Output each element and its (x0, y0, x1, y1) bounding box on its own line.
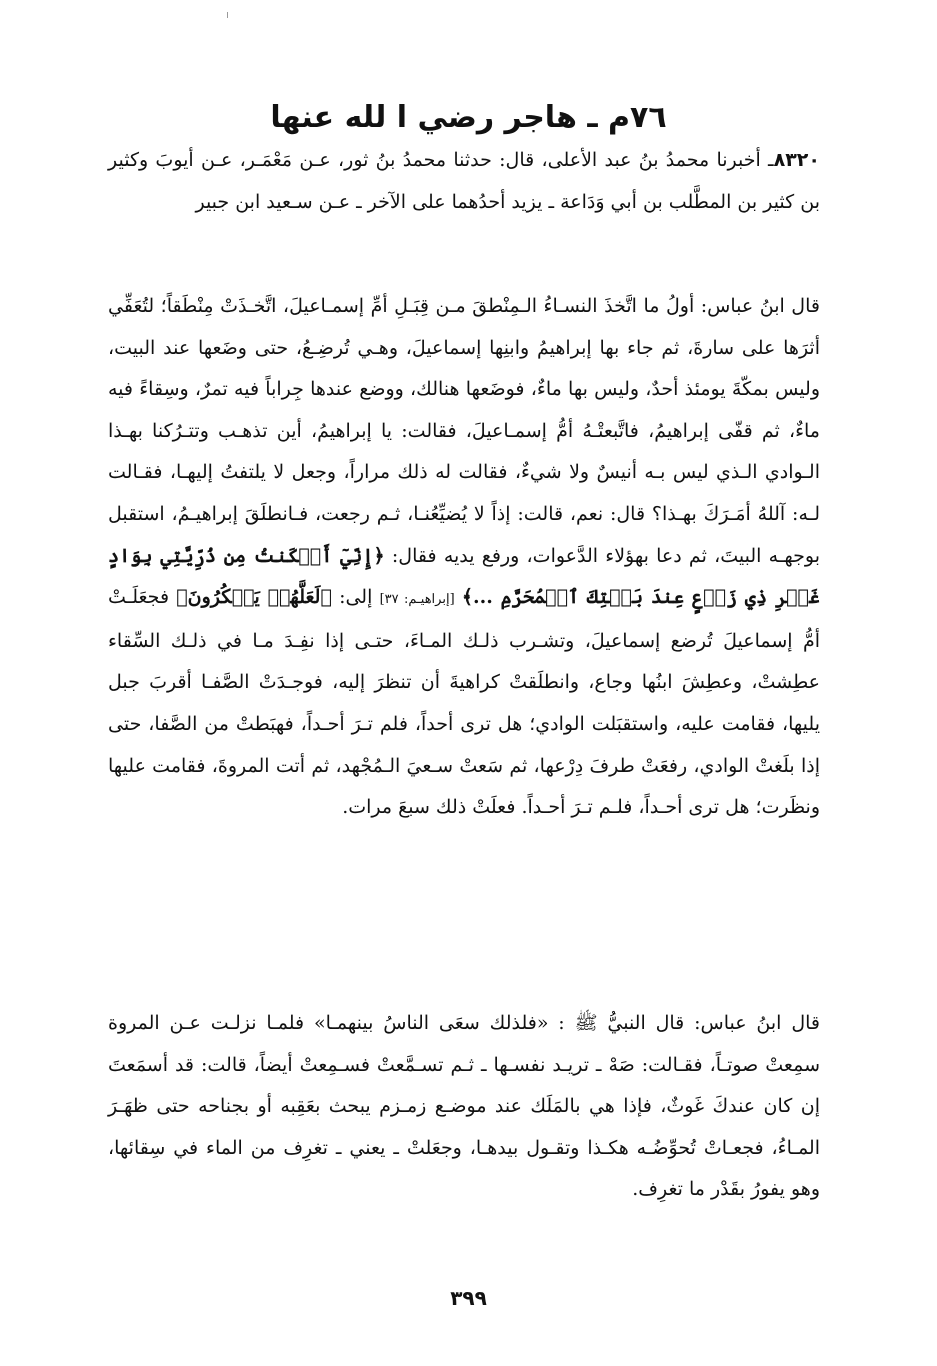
matn-text-part1: قال ابنُ عباس: أولُ ما اتَّخذَ النسـاءُ الـمِنْطقَ مـن قِبَـلِ أمِّ إسمـاعيلَ، اتَّخـذَتْ مِنْطَقاً؛ لتُعَفِّي أثرَها على سارةَ، ثم جاء بها إبراهيمُ وابنِها إسماعيلَ، وهـي تُرضِـعُ، حتى وضَعها عند البيت، وليس بمكّةَ يومئذ أحدٌ، وليس بها ماءٌ، فوضَعها هنالك، ووضع عندها جِراباً فيه تمرٌ، وسِقاءً فيه ماءٌ، ثم قفّى إبراهيمُ، فاتَّبعتْـهُ أمُّ إسمـاعيلَ، فقالت: يا إبراهيمُ، أين تذهـب وتتـرُكنا بهـذا الـوادي الـذي ليس بـه أنيسٌ ولا شيءٌ، فقالت له ذلك مراراً، وجعل لا يلتفتُ إليهـا، فقـالت لـه: آللهُ أمَـرَكَ بهـذا؟ قال: نعم، قالت: إذاً لا يُضيِّعُنـا، ثـم رجعت، فـانطلَقَ إبراهيـمُ، استقبل بوجهـه البيتَ، ثم دعا بهؤلاء الدَّعوات، ورفع يديه فقال: (108, 295, 820, 567)
quran-verse-2: ﴿لَعَلَّهُمۡ يَشۡكُرُونَ﴾ (176, 586, 332, 609)
top-margin-mark (227, 12, 228, 18)
hadith-isnad-paragraph (108, 140, 820, 223)
hadith-matn-paragraph-2 (108, 1003, 820, 1211)
hadith-matn-paragraph-1 (108, 286, 820, 829)
to-word: إلى: (339, 586, 373, 609)
hadith-isnad: ـ أخبرنا محمدُ بنُ عبد الأعلى، قال: حدثنا محمدُ بنُ ثور، عـن مَعْمَـر، عـن أيوبَ وكثير بن كثير بن المطَّلب بن أبي وَدَاعة ـ يزيد أحدُهما على الآخر ـ عـن سـعيد ابن جبير (108, 149, 820, 213)
quran-verse-1: ﴿إِنِّيٓ أَسۡكَنتُ مِن ذُرِّيَّتِي بِوَادٍ غَيۡرِ ذِي زَرۡعٍ عِندَ بَيۡتِكَ ٱلۡمُحَرَّمِ ...﴾ (108, 544, 821, 609)
matn-text-part3: قال ابنُ عباس: قال النبيُّ ﷺ : «فلذلك سعَى الناسُ بينهمـا» فلمـا نزلـت عـن المروة سمِعتْ صوتـاً، فقـالت: صَهْ ـ تريـد نفسـها ـ ثـم تسـمَّعتْ فسـمِعتْ أيضاً، قالت: قد أسمَعتَ إن كان عندكَ غَوثٌ، فإذا هي بالمَلَك عند موضـع زمـزم يبحث بعَقِبه أو بجناحه حتى ظهَـرَ المـاءُ، فجعـاتْ تُحوِّضُـه هكـذا وتقـول بيدهـا، وجعَلتْ ـ يعني ـ تغرِف من الماء في سِقائها، وهو يفورُ بقَدْر ما تغرِف. (108, 1012, 820, 1201)
quran-citation: [إبراهيـم: ٣٧] (379, 592, 455, 608)
page-number: ٣٩٩ (450, 1286, 487, 1310)
chapter-title: ٧٦م ـ هاجر رضي ا لله عنها (270, 100, 667, 136)
hadith-number: ٨٣٢٠ (773, 149, 820, 171)
matn-text-part2: فجعَلَـتْ أمُّ إسماعيلَ تُرضع إسماعيلَ، وتشـرب ذلـك المـاءَ، حتـى إذا نفِـدَ مـا في ذلـك السِّقاء عطِشتْ، وعطِشَ ابنُها وجاع، وانطلَقتْ كراهيةَ أن تنظرَ إليه، فوجـدَتْ الصَّفـا أقربَ جبل يليها، فقامت عليه، واستقبَلت الوادي؛ هل ترى أحداً، فلم تـرَ أحـداً، فهبَطتْ من الصَّفا، حتى إذا بلَغتْ الوادي، رفعَتْ طرفَ دِرْعها، ثم سَعتْ سـعيَ الـمُجْهد، ثم أتت المروةَ، فقامت عليها ونظَرت؛ هل ترى أحـداً، فلـم تـرَ أحـداً. فعلَتْ ذلك سبعَ مرات. (108, 586, 820, 819)
